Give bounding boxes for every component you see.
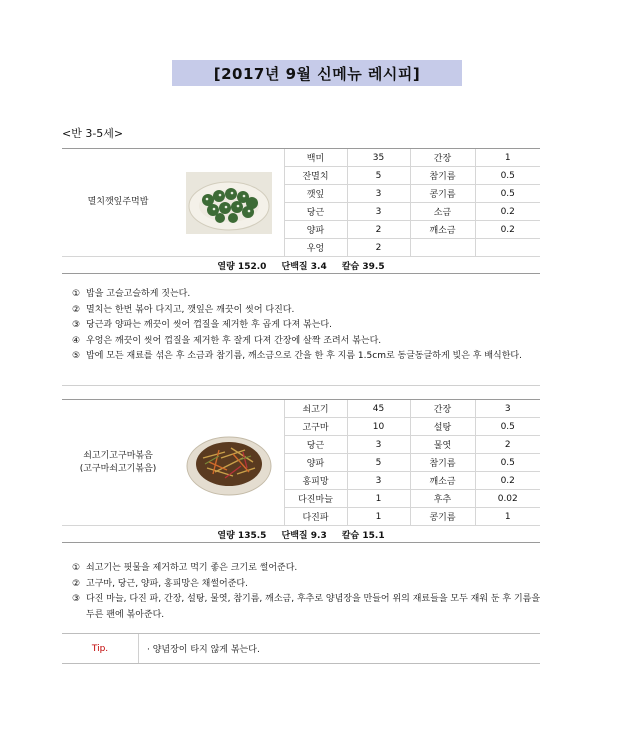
seasoning-amount: 0.2 (475, 203, 540, 221)
calories-value: 열량 152.0 (217, 261, 267, 272)
seasoning-name: 콩기름 (410, 508, 475, 526)
ingredient-name: 깻잎 (284, 185, 347, 203)
protein-value: 단백질 3.4 (281, 261, 327, 272)
recipe-1-nutrition (62, 257, 540, 274)
ingredient-name: 우엉 (284, 239, 347, 257)
step-number: ② (72, 304, 81, 315)
recipe-2-name-line2: (고구마쇠고기볶음) (79, 463, 157, 474)
tip-box (62, 633, 540, 664)
ingredient-amount: 2 (347, 239, 410, 257)
step-number: ② (72, 578, 81, 589)
step-text: 다진 마늘, 다진 파, 간장, 설탕, 물엿, 참기름, 깨소금, 후추로 양념장을 만들어 위의 재료들을 모두 재워 둔 후 기름을 두른 팬에 볶아준다. (86, 594, 541, 620)
seasoning-amount: 0.2 (475, 221, 540, 239)
seasoning-name: 간장 (410, 149, 475, 167)
ingredient-name: 양파 (284, 221, 347, 239)
recipe-1-table (62, 148, 540, 274)
step-number: ① (72, 289, 81, 299)
calcium-value: 칼슘 39.5 (341, 261, 385, 272)
seasoning-amount: 1 (475, 508, 540, 526)
step-item (72, 592, 542, 623)
step-item (72, 303, 542, 319)
ingredient-name: 잔멸치 (284, 167, 347, 185)
recipe-1-steps (72, 287, 542, 365)
tip-label: Tip. (62, 634, 139, 663)
ingredient-amount: 3 (347, 472, 410, 490)
seasoning-amount: 0.5 (475, 185, 540, 203)
ingredient-amount: 5 (347, 454, 410, 472)
rice-ball-photo-icon (186, 172, 272, 234)
calcium-value: 칼슘 15.1 (341, 530, 385, 541)
recipe-2-steps (72, 561, 542, 623)
tip-text: · 양념장이 타지 않게 볶는다. (147, 645, 260, 655)
step-text: 멸치는 한번 볶아 다지고, 깻잎은 깨끗이 씻어 다진다. (86, 304, 295, 315)
ingredient-name: 다진파 (284, 508, 347, 526)
ingredient-amount: 45 (347, 400, 410, 418)
step-text: 당근과 양파는 깨끗이 씻어 껍질을 제거한 후 곱게 다져 볶는다. (86, 320, 332, 330)
ingredient-name: 쇠고기 (284, 400, 347, 418)
ingredient-amount: 2 (347, 221, 410, 239)
step-text: 밥을 고슬고슬하게 짓는다. (86, 289, 191, 299)
step-item (72, 577, 542, 593)
calories-value: 열량 135.5 (217, 530, 267, 541)
recipe-2-photo (174, 400, 284, 526)
ingredient-amount: 1 (347, 490, 410, 508)
seasoning-amount: 2 (475, 436, 540, 454)
seasoning-name: 설탕 (410, 418, 475, 436)
step-text: 쇠고기는 핏물을 제거하고 먹기 좋은 크기로 썰어준다. (86, 563, 298, 573)
seasoning-name: 물엿 (410, 436, 475, 454)
ingredient-amount: 10 (347, 418, 410, 436)
ingredient-amount: 3 (347, 203, 410, 221)
ingredient-name: 다진마늘 (284, 490, 347, 508)
page-title (172, 60, 462, 86)
seasoning-name: 깨소금 (410, 221, 475, 239)
step-text: 우엉은 깨끗이 씻어 껍질을 제거한 후 잘게 다져 간장에 살짝 조려서 볶는다. (86, 335, 382, 346)
seasoning-name: 후추 (410, 490, 475, 508)
seasoning-amount: 0.5 (475, 418, 540, 436)
section-divider (62, 385, 540, 386)
ingredient-name: 당근 (284, 436, 347, 454)
seasoning-name: 참기름 (410, 167, 475, 185)
stir-fry-photo-icon (185, 428, 273, 498)
protein-value: 단백질 9.3 (281, 530, 327, 541)
step-text: 밥에 모든 재료를 섞은 후 소금과 참기름, 깨소금으로 간을 한 후 지름 1.5cm로 동글동글하게 빚은 후 배식한다. (86, 351, 522, 361)
page-title-text: [2017년 9월 신메뉴 레시피] (213, 64, 421, 83)
ingredient-amount: 35 (347, 149, 410, 167)
recipe-2-table (62, 399, 540, 543)
recipe-1-photo (174, 149, 284, 257)
step-item (72, 334, 542, 350)
ingredient-name: 백미 (284, 149, 347, 167)
recipe-2-name (62, 400, 174, 526)
seasoning-name (410, 239, 475, 257)
ingredient-amount: 1 (347, 508, 410, 526)
ingredient-name: 당근 (284, 203, 347, 221)
ingredient-name: 고구마 (284, 418, 347, 436)
seasoning-amount: 0.5 (475, 454, 540, 472)
recipe-2-name-line1: 쇠고기고구마볶음 (83, 450, 153, 461)
ingredient-name: 홍피망 (284, 472, 347, 490)
step-item (72, 561, 542, 577)
ingredient-amount: 3 (347, 436, 410, 454)
step-text: 고구마, 당근, 양파, 홍피망은 채썰어준다. (86, 578, 248, 589)
seasoning-name: 간장 (410, 400, 475, 418)
step-item (72, 349, 542, 365)
seasoning-name: 소금 (410, 203, 475, 221)
seasoning-amount: 1 (475, 149, 540, 167)
ingredient-name: 양파 (284, 454, 347, 472)
step-number: ③ (72, 320, 81, 330)
seasoning-name: 깨소금 (410, 472, 475, 490)
step-number: ① (72, 563, 81, 573)
step-item (72, 287, 542, 303)
seasoning-amount: 3 (475, 400, 540, 418)
recipe-1-name: 멸치깻잎주먹밥 (62, 149, 174, 257)
seasoning-amount: 0.5 (475, 167, 540, 185)
step-number: ⑤ (72, 351, 81, 361)
seasoning-amount (475, 239, 540, 257)
seasoning-name: 참기름 (410, 454, 475, 472)
seasoning-name: 콩기름 (410, 185, 475, 203)
recipe-2-nutrition (62, 526, 540, 543)
ingredient-amount: 5 (347, 167, 410, 185)
age-group-label: <반 3-5세> (62, 127, 124, 140)
seasoning-amount: 0.2 (475, 472, 540, 490)
step-number: ④ (72, 335, 81, 346)
step-number: ③ (72, 594, 81, 604)
seasoning-amount: 0.02 (475, 490, 540, 508)
step-item (72, 318, 542, 334)
ingredient-amount: 3 (347, 185, 410, 203)
